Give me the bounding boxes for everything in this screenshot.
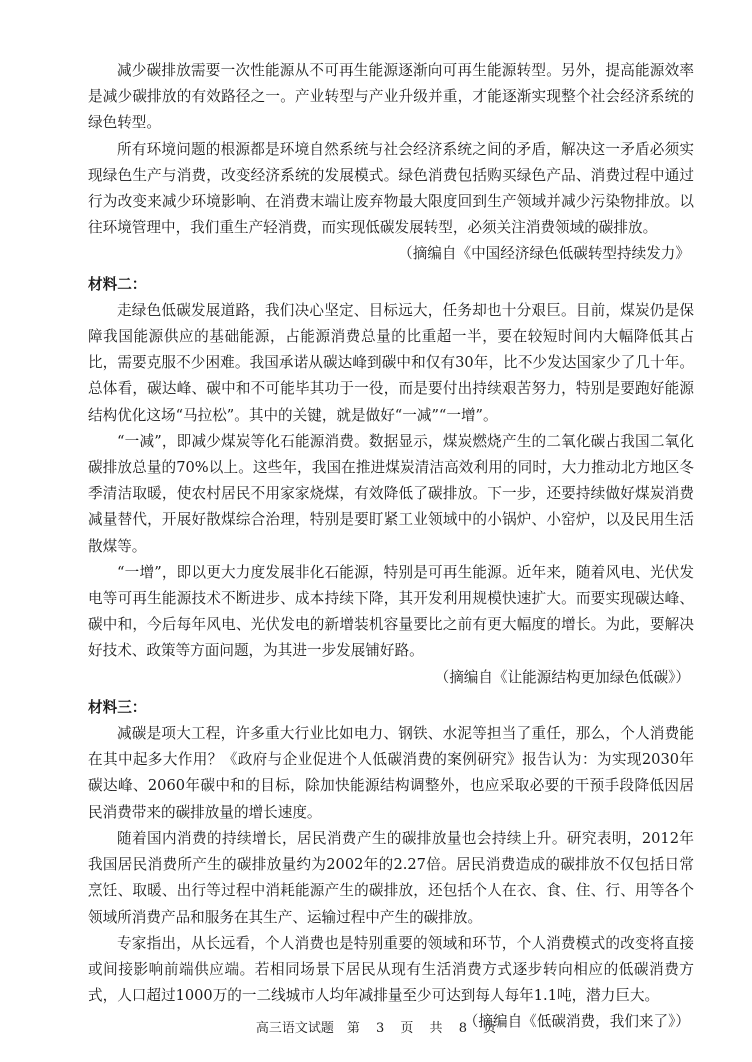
reading-passage xyxy=(88,58,694,1036)
material2-paragraph-2: “一减”，即减少煤炭等化石能源消费。数据显示，煤炭燃烧产生的二氧化碳占我国二氧化碳排放总量的70%以上。这些年，我国在推进煤炭清洁高效利用的同时，大力推动北方地区冬季清洁取暖，使农村居民不用家家烧煤，有效降低了碳排放。下一步，还要持续做好煤炭消费减量替代，开展好散煤综合治理，特别是要盯紧工业领域中的小锅炉、小窑炉，以及民用生活散煤等。 xyxy=(88,432,694,555)
material2-paragraph-3: “一增”，即以更大力度发展非化石能源，特别是可再生能源。近年来，随着风电、光伏发电等可再生能源技术不断进步、成本持续下降，其开发利用规模快速扩大。而要实现碳达峰、碳中和，今后每年风电、光伏发电的新增装机容量要比之前有更大幅度的增长。为此，要解决好技术、政策等方面问题，为其进一步发展铺好路。 xyxy=(88,563,694,660)
material2-source: （摘编自《让能源结构更加绿色低碳》） xyxy=(434,668,690,686)
material3-heading: 材料三： xyxy=(88,698,147,716)
material3-source: （摘编自《低碳消费，我们来了》） xyxy=(463,1013,690,1031)
material3-paragraph-1: 减碳是项大工程，许多重大行业比如电力、钢铁、水泥等担当了重任，那么，个人消费能在其中起多大作用？《政府与企业促进个人低碳消费的案例研究》报告认为：为实现2030年碳达峰、2060年碳中和的目标，除加快能源结构调整外，也应采取必要的干预手段降低因居民消费带来的碳排放量的增长速度。 xyxy=(88,725,694,821)
page-footer: 高三语文试题 第 3 页 共 8 页 xyxy=(255,1021,497,1036)
material2-heading: 材料二： xyxy=(88,275,147,293)
material1-paragraph-1: 减少碳排放需要一次性能源从不可再生能源逐渐向可再生能源转型。另外，提高能源效率是减少碳排放的有效路径之一。产业转型与产业升级并重，才能逐渐实现整个社会经济系统的绿色转型。 xyxy=(88,62,694,132)
material2-paragraph-1: 走绿色低碳发展道路，我们决心坚定、目标远大，任务却也十分艰巨。目前，煤炭仍是保障我国能源供应的基础能源，占能源消费总量的比重超一半，要在较短时间内大幅降低其占比，需要克服不少困难。我国承诺从碳达峰到碳中和仅有30年，比不少发达国家少了几十年。总体看，碳达峰、碳中和不可能毕其功于一役，而是要付出持续艰苦努力，特别是要跑好能源结构优化这场“马拉松”。其中的关键，就是做好“一减”“一增”。 xyxy=(88,301,694,424)
material1-paragraph-2: 所有环境问题的根源都是环境自然系统与社会经济系统之间的矛盾，解决这一矛盾必须实现绿色生产与消费，改变经济系统的发展模式。绿色消费包括购买绿色产品、消费过程中通过行为改变来减少环境影响、在消费末端让废弃物最大限度回到生产领域并减少污染物排放。以往环境管理中，我们重生产轻消费，而实现低碳发展转型，必须关注消费领域的碳排放。 xyxy=(88,140,694,237)
material1-source: （摘编自《中国经济绿色低碳转型持续发力》 xyxy=(398,245,690,263)
material3-paragraph-2: 随着国内消费的持续增长，居民消费产生的碳排放量也会持续上升。研究表明，2012年我国居民消费所产生的碳排放量约为2002年的2.27倍。居民消费造成的碳排放不仅包括日常烹饪、取暖、出行等过程中消耗能源产生的碳排放，还包括个人在衣、食、住、行、用等各个领域所消费产品和服务在其生产、运输过程中产生的碳排放。 xyxy=(88,829,694,926)
material3-paragraph-3: 专家指出，从长远看，个人消费也是特别重要的领域和环节，个人消费模式的改变将直接或间接影响前端供应端。若相同场景下居民从现有生活消费方式逐步转向相应的低碳消费方式，人口超过1000万的一二线城市人均年减排量至少可达到每人每年1.1吨，潜力巨大。 xyxy=(88,934,694,1005)
